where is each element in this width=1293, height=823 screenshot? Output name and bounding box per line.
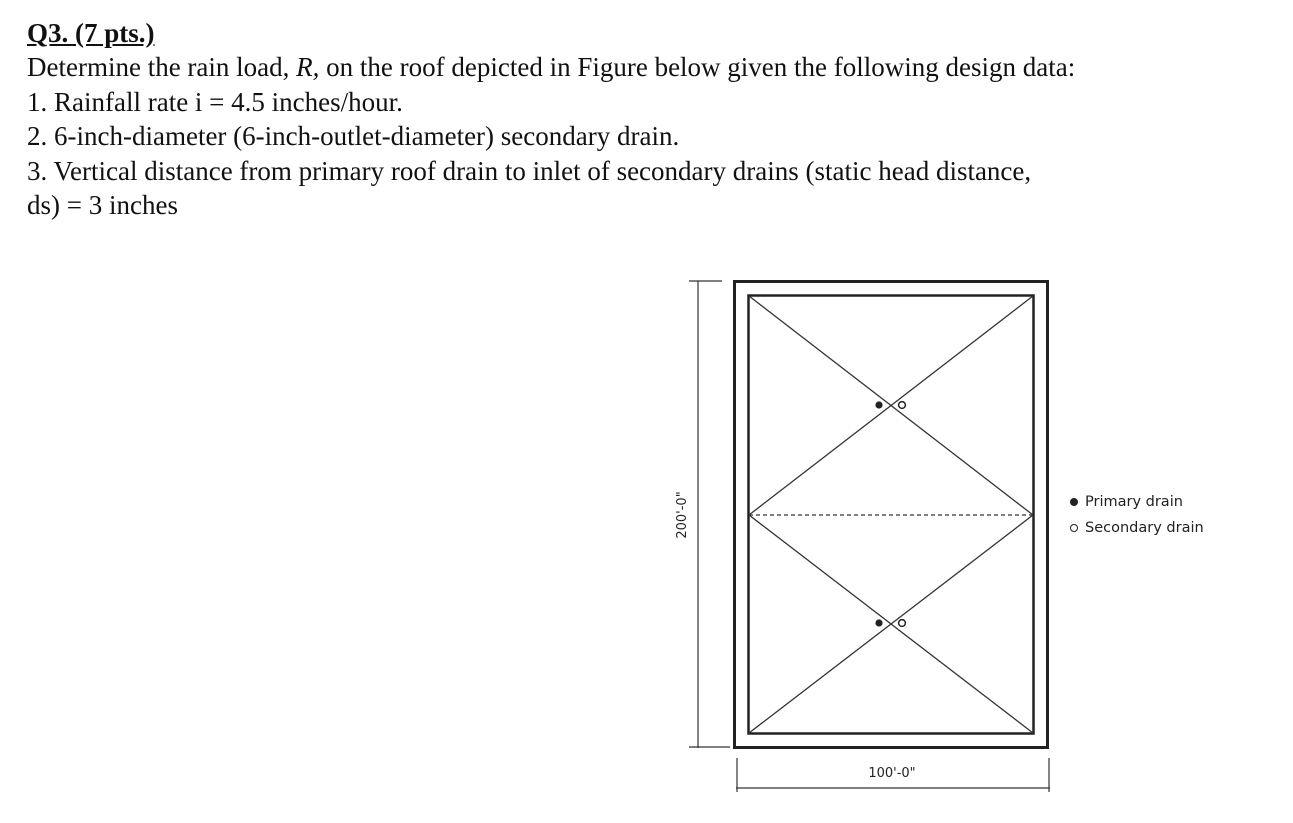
drain-legend <box>1070 489 1204 541</box>
primary-drain-upper <box>875 401 882 408</box>
legend-item-primary <box>1070 489 1204 515</box>
design-item-3: 3. Vertical distance from primary roof drain to inlet of secondary drains (static head distance, <box>27 155 1032 186</box>
secondary-drain-icon <box>1070 524 1078 532</box>
question-heading: Q3. (7 pts.) <box>27 18 155 48</box>
intro-post: on the roof depicted in Figure below given the following design data: <box>319 52 1076 82</box>
secondary-drain-upper <box>899 402 906 409</box>
legend-primary-label: Primary drain <box>1085 494 1183 510</box>
primary-drain-lower <box>875 619 882 626</box>
primary-drain-icon <box>1070 498 1078 506</box>
design-item-3-continued: ds) = 3 inches <box>27 190 178 220</box>
design-item-1: 1. Rainfall rate i = 4.5 inches/hour. <box>27 86 403 117</box>
height-dimension-label: 200'-0" <box>675 491 690 539</box>
secondary-drain-lower <box>899 620 906 627</box>
legend-item-secondary <box>1070 515 1204 541</box>
intro-pre: Determine the rain load, <box>27 52 297 82</box>
width-dimension-label: 100'-0" <box>868 766 916 781</box>
design-item-2: 2. 6-inch-diameter (6-inch-outlet-diameter) secondary drain. <box>27 121 680 151</box>
intro-variable: R, <box>296 52 320 82</box>
legend-secondary-label: Secondary drain <box>1085 520 1204 536</box>
